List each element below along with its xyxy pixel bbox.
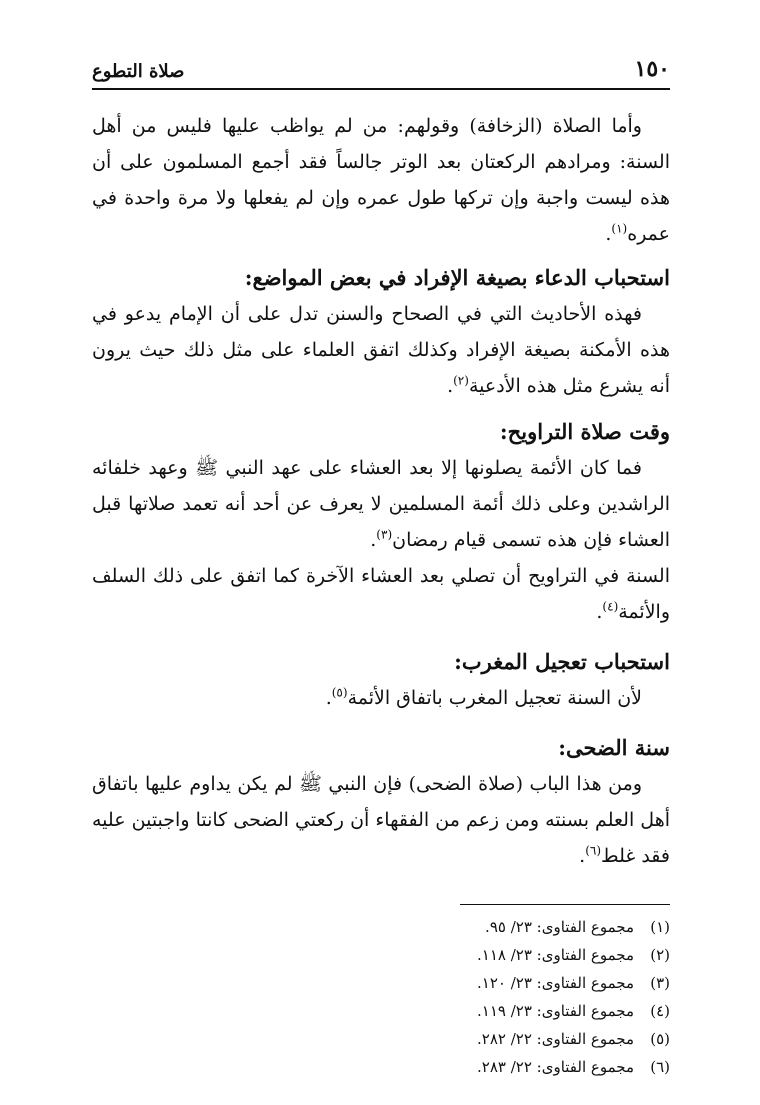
footnote-ref-1: (١) (611, 221, 628, 236)
footnote-4 (92, 997, 670, 1025)
footnote-5 (92, 1025, 670, 1053)
duha-end: . (579, 845, 586, 867)
footnote-text: مجموع الفتاوى: ٢٢/ ٢٨٢. (477, 1030, 634, 1048)
maghrib-end: . (325, 687, 332, 709)
footnote-3 (92, 969, 670, 997)
tarawih-end-2: . (596, 601, 603, 623)
section-heading-duha: سنة الضحى: (558, 735, 670, 760)
footnote-text: مجموع الفتاوى: ٢٣/ ١١٩. (477, 1002, 634, 1020)
footnote-1 (92, 913, 670, 941)
footnote-number: (٦) (650, 1058, 670, 1076)
dua-text: فهذه الأحاديث التي في الصحاح والسنن تدل على أن الإمام يدعو في هذه الأمكنة بصيغة الإفراد وكذلك اتفق العلماء على مثل ذلك حيث يرون أنه يشرع مثل هذه الأدعية (92, 303, 670, 397)
section-heading-maghrib: استحباب تعجيل المغرب: (454, 649, 670, 674)
footnote-2 (92, 941, 670, 969)
footnote-text: مجموع الفتاوى: ٢٣/ ١٢٠. (477, 974, 634, 992)
tarawih-text-2: السنة في التراويح أن تصلي بعد العشاء الآخرة كما اتفق على ذلك السلف والأئمة (92, 565, 670, 623)
tarawih-end-1: . (370, 529, 377, 551)
footnote-text: مجموع الفتاوى: ٢٣/ ٩٥. (485, 918, 634, 936)
dua-paragraph (92, 296, 670, 404)
page-number: ١٥٠ (634, 56, 670, 82)
maghrib-paragraph (92, 680, 670, 716)
footnote-number: (١) (650, 918, 670, 936)
footnote-ref-5: (٥) (331, 685, 348, 700)
footnotes-list (92, 913, 670, 1081)
footnote-number: (٤) (650, 1002, 670, 1020)
running-title: صلاة التطوع (92, 61, 185, 82)
footnote-ref-4: (٤) (602, 599, 619, 614)
tarawih-text-1: فما كان الأئمة يصلونها إلا بعد العشاء على عهد النبي ﷺ وعهد خلفائه الراشدين وعلى ذلك أئمة المسلمين لا يعرف عن أحد أنه تعمد صلاتها قبل العشاء فإن هذه تسمى قيام رمضان (92, 457, 670, 551)
maghrib-text: لأن السنة تعجيل المغرب باتفاق الأئمة (347, 687, 642, 709)
footnote-ref-2: (٢) (453, 373, 469, 388)
page-header (92, 50, 670, 90)
section-heading-dua: استحباب الدعاء بصيغة الإفراد في بعض المواضع: (244, 265, 670, 290)
footnote-6 (92, 1053, 670, 1081)
duha-paragraph (92, 766, 670, 874)
tarawih-paragraph-2 (92, 558, 670, 630)
footnote-number: (٥) (650, 1030, 670, 1048)
duha-text: ومن هذا الباب (صلاة الضحى) فإن النبي ﷺ لم يكن يداوم عليها باتفاق أهل العلم بسنته ومن زعم من الفقهاء أن ركعتي الضحى كانتا واجبتين عليه فقد غلط (92, 773, 670, 867)
footnote-text: مجموع الفتاوى: ٢٣/ ١١٨. (477, 946, 634, 964)
footnote-ref-3: (٣) (376, 527, 393, 542)
dua-end: . (447, 375, 454, 397)
footnote-divider (460, 904, 670, 905)
intro-text: وأما الصلاة (الزخافة) وقولهم: من لم يواظب عليها فليس من أهل السنة: ومرادهم الركعتان بعد الوتر جالساً فقد أجمع المسلمون على أن هذه ليست واجبة وإن تركها طول عمره وإن لم يفعلها ولا مرة واحدة في عمره (92, 115, 670, 245)
footnote-text: مجموع الفتاوى: ٢٢/ ٢٨٣. (477, 1058, 634, 1076)
footnote-ref-6: (٦) (585, 843, 602, 858)
footnote-number: (٢) (650, 946, 670, 964)
intro-end: . (605, 223, 612, 245)
tarawih-paragraph-1 (92, 450, 670, 558)
footnote-number: (٣) (650, 974, 670, 992)
intro-paragraph (92, 108, 670, 252)
section-heading-tarawih: وقت صلاة التراويح: (499, 419, 670, 444)
